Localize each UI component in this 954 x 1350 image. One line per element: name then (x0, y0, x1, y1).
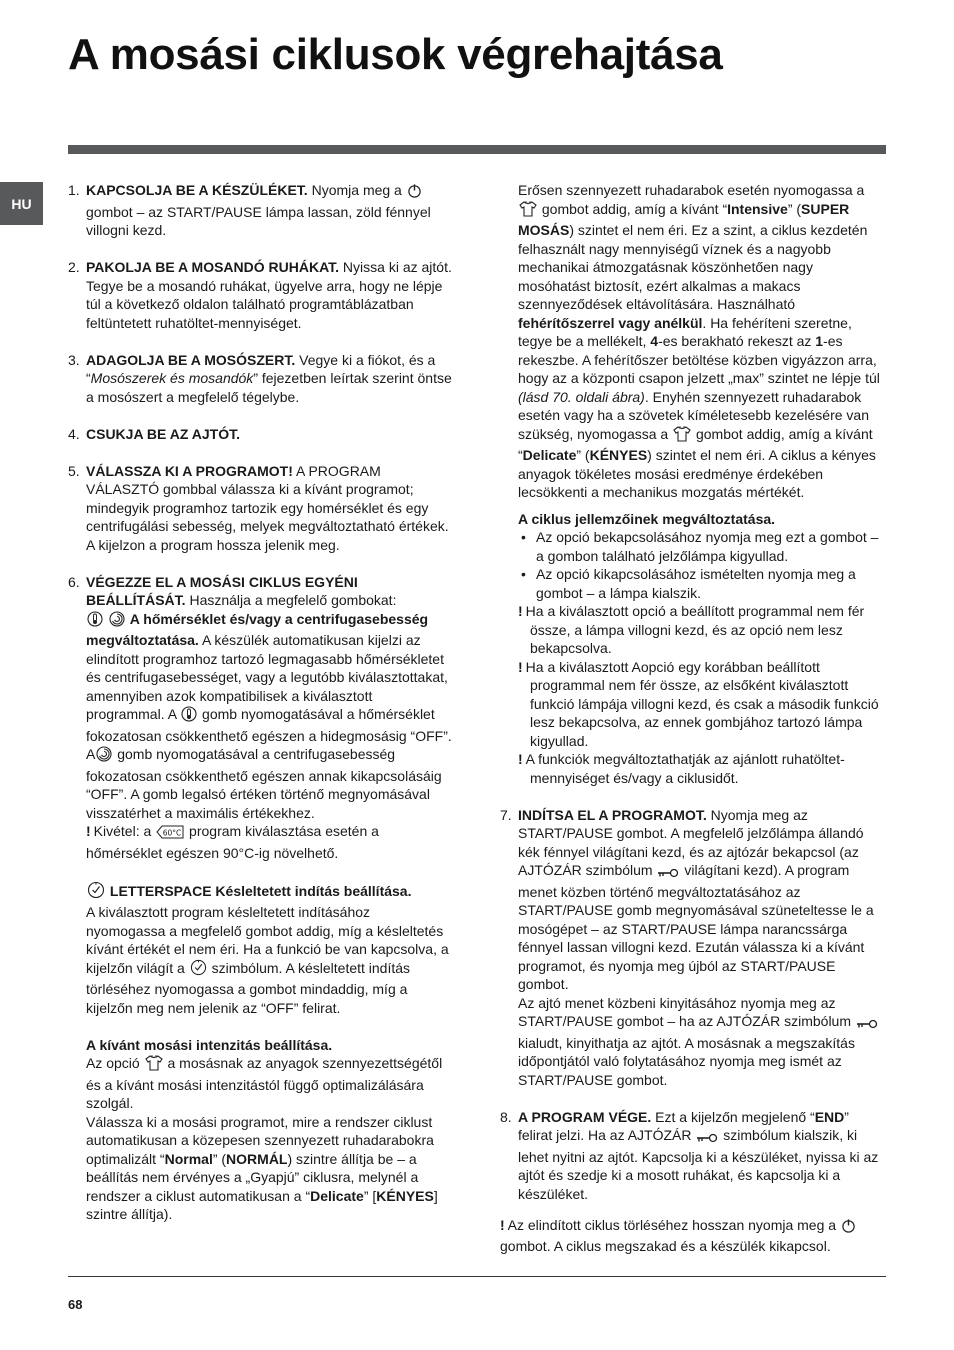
temperature-icon (181, 706, 197, 727)
door-lock-key-icon (657, 864, 679, 883)
step-5: 5. VÁLASSZA KI A PROGRAMOT! A PROGRAM VÁLASZTÓ gombbal válassza ki a kívánt programot; mindegyik programhoz tartozik egy homérséklet és egy centrifugálási sebesség, melyek megváltoztatható értékek. A kijelzon a program hossza jelenik meg. (68, 462, 449, 553)
spin-icon (109, 611, 125, 632)
step-4: 4. CSUKJA BE AZ AJTÓT. (68, 425, 241, 442)
spin-icon (96, 746, 112, 767)
delay-timer-icon (87, 881, 105, 904)
shirt-intensity-icon (145, 1054, 163, 1076)
left-column (68, 181, 452, 1242)
language-tab: HU (0, 182, 43, 225)
list-item: • Az opció kikapcsolásához ismételten nyomja meg a gombot – a lámpa kialszik. (518, 565, 886, 602)
page-title: A mosási ciklusok végrehajtása (68, 30, 723, 79)
delay-timer-icon (190, 959, 207, 981)
page-number: 68 (68, 1297, 83, 1312)
step-1: 1. KAPCSOLJA BE A KÉSZÜLÉKET. Nyomja meg a gombot – az START/PAUSE lámpa lassan, zöld fénnyel villogni kezd. (68, 182, 431, 238)
step-2: 2. PAKOLJA BE A MOSANDÓ RUHÁKAT. Nyissa ki az ajtót. Tegye be a mosandó ruhákat, ügyelve arra, hogy ne lépje túl a következő oldalon található programtáblázatban feltüntetett ruhatöltet-mennyiséget. (68, 259, 452, 331)
header-rule (68, 145, 886, 154)
wool-program-label: 60°C (162, 828, 182, 838)
step-3: 3. ADAGOLJA BE A MOSÓSZERT. Vegye ki a fiókot, és a “Mosószerek és mosandók” fejezetben leírtak szerint öntse a mosószert a megfelelő tégelybe. (68, 351, 452, 405)
door-lock-key-icon (856, 1015, 878, 1034)
shirt-intensity-icon (519, 200, 537, 222)
step-8: 8. A PROGRAM VÉGE. Ezt a kijelzőn megjelenő “END” felirat jelzi. Ha az AJTÓZÁR szimbólum kialszik, ki lehet nyitni az ajtót. Kapcsolja ki a készüléket, nyissa ki az ajtót és szedje ki a mosott ruhákat, és kapcsolja ki a készüléket. (500, 1108, 879, 1202)
wool-program-icon (156, 825, 184, 844)
shirt-intensity-icon (673, 425, 691, 447)
list-item: • Az opció bekapcsolásához nyomja meg ezt a gombot – a gombon található jelzőlámpa kigyullad. (518, 528, 886, 565)
step-7: 7. INDÍTSA EL A PROGRAMOT. Nyomja meg az START/PAUSE gombot. A megfelelő jelzőlámpa állandó kék fénnyel világítani kezd, és az ajtózár bekapcsol (az AJTÓZÁR szimbólum világítani kezd). A program menet közben történő megváltoztatásához az START/PAUSE gomb megnyomásával szüneteltesse le a mosógépet – az START/PAUSE lámpa narancssárga fénnyel lassan villogni kezd. Ezután válassza ki a kívánt programot, és nyomja meg újból az START/PAUSE gombot. Az ajtó menet közbeni kinyitásához nyomja meg az START/PAUSE gombot – ha az AJTÓZÁR szimbólum kialudt, kinyithatja az ajtót. A mosásnak a megszakítás időpontjától való folytatásához nyomja meg ismét az START/PAUSE gombot. (500, 806, 886, 1090)
right-column: Erősen szennyezett ruhadarabok esetén nyomogassa a gombot addig, amíg a kívánt “Intensive” (SUPER MOSÁS) szintet el nem éri. Ez a szint, a ciklus kezdetén felhasznált nagy mennyiségű víznek és a nagyobb mechanikai átmozgatásnak köszönhetően nagy mosóhatást biztosít, ezért alkalmas a makacs szennyeződések eltávolítására. Használható fehérítőszerrel vagy anélkül. Ha fehéríteni szeretne, tegye be a mellékelt, 4-es berakható rekeszt az 1-es rekeszbe. A fehérítőszer betöltése közben vigyázzon arra, hogy az a központi csapon jelzett „max” szintet ne lépje túl (lásd 70. oldali ábra). Enyhén szennyezett ruhadarabok esetén vagy ha a szövetek kíméletesebb kezelésére van szükség, nyomogassa a gombot addig, amíg a kívánt “Delicate” (KÉNYES) szintet el nem éri. A ciklus a kényes anyagok tökéletes mosási eredménye érdekében lecsökkenti a mechanikus mozgatás mértékét. A ciklus jellemzőinek megváltoztatása. • Az opció bekapcsolásához nyomja meg ezt a gombot – a gombon található jelzőlámpa kigyullad. • Az opció kikapcsolásához ismételten nyomja meg a gombot – a lámpa kialszik. ! Ha a kiválasztott opció a beállított programmal nem fér össze, a lámpa villogni kezd, és az opció nem lesz bekapcsolva. ! Ha a kiválasztott Aopció egy korábban beállított programmal nem fér össze, az elsőként kiválasztott funkció lámpája villogni kezd, és csak a második funkció lesz bekapcsolva, az ennek gombjához tartozó lámpa kigyullad. ! A funkciók megváltoztathatják az ajánlott ruhatöltet-mennyiséget és/vagy a ciklusidőt. 7. INDÍTSA EL A PROGRAMOT. Nyomja meg az START/PAUSE gombot. A megfelelő jelzőlámpa állandó kék fénnyel világítani kezd, és az ajtózár bekapcsol (az AJTÓZÁR szimbólum világítani kezd). A program menet közben történő megváltoztatásához az START/PAUSE gomb megnyomásával szüneteltesse le a mosógépet – az START/PAUSE lámpa narancssárga fénnyel lassan villogni kezd. Ezután válassza ki a kívánt programot, és nyomja meg újból az START/PAUSE gombot. Az ajtó menet közbeni kinyitásához nyomja meg az START/PAUSE gombot – ha az AJTÓZÁR szimbólum kialudt, kinyithatja az ajtót. A mosásnak a megszakítás időpontjától való folytatásához nyomja meg ismét az START/PAUSE gombot. 8. A PROGRAM VÉGE. Ezt a kijelzőn megjelenő “END” felirat jelzi. Ha az AJTÓZÁR szimbólum kialszik, ki lehet nyitni az ajtót. Kapcsolja ki a készüléket, nyissa ki az ajtót és szedje ki a mosott ruhákat, és kapcsolja ki a készüléket. ! Az elindított ciklus törléséhez hosszan nyomja meg a gombot. A ciklus megszakad és a készülék kikapcsol. (500, 181, 886, 1256)
modify-heading: A ciklus jellemzőinek megváltoztatása. (518, 510, 776, 527)
power-icon (407, 183, 422, 203)
footer-rule (68, 1276, 886, 1277)
option-bullets (518, 528, 886, 602)
temperature-icon (87, 611, 103, 632)
power-icon (841, 1218, 856, 1238)
cancel-cycle-note: ! Az elindított ciklus törléséhez hosszan nyomja meg a gombot. A ciklus megszakad és a készülék kikapcsol. (500, 1216, 886, 1256)
step-6: 6. VÉGEZZE EL A MOSÁSI CIKLUS EGYÉNI BEÁLLÍTÁSÁT. Használja a megfelelő gombokat: A hőmérséklet és/vagy a centrifugasebesség megváltoztatása. A készülék automatikusan kijelzi az elindított programhoz tartozó legmagasabb hőmérsékletet és centrifugasebességet, vagy a legutóbb kiválasztottakat, amennyiben azok kompatibilisek a kiválasztott programmal. A gomb nyomogatásával a hőmérséklet fokozatosan csökkenthető egészen a hidegmosásig “OFF”. A gomb nyomogatásával a centrifugasebesség fokozatosan csökkenthető egészen annak kikapcsolásáig “OFF”. A gomb legalsó értéken történő megnyomásával visszatérhet a maximális értékekhez. ! Kivétel: a 60°C program kiválasztása esetén a hőmérséklet egészen 90°C-ig növelhető. LETTERSPACE Késleltetett indítás beállítása. A kiválasztott program késleltetett indításához nyomogassa a megfelelő gombot addig, míg a késleltetés kívánt értékét el nem éri. Ha a funkció be van kapcsolva, a kijelzőn világít a szimbólum. A késleltetett indítás törléséhez nyomogassa a gombot mindaddig, míg a kijelzőn meg nem jelenik az “OFF” felirat. A kívánt mosási intenzitás beállítása. Az opció a mosásnak az anyagok szennyezettségétől és a kívánt mosási intenzitástól függő optimalizálására szolgál. Válassza ki a mosási programot, mire a rendszer ciklust automatikusan a közepesen szennyezett ruhadarabokra optimalizált “Normal” (NORMÁL) szintre állítja be – a beállítás nem érvényes a „Gyapjú” ciklusra, melynél a rendszer a ciklust automatikusan a “Delicate” [KÉNYES] szintre állítja). (68, 573, 452, 1222)
door-lock-key-icon (696, 1129, 718, 1148)
